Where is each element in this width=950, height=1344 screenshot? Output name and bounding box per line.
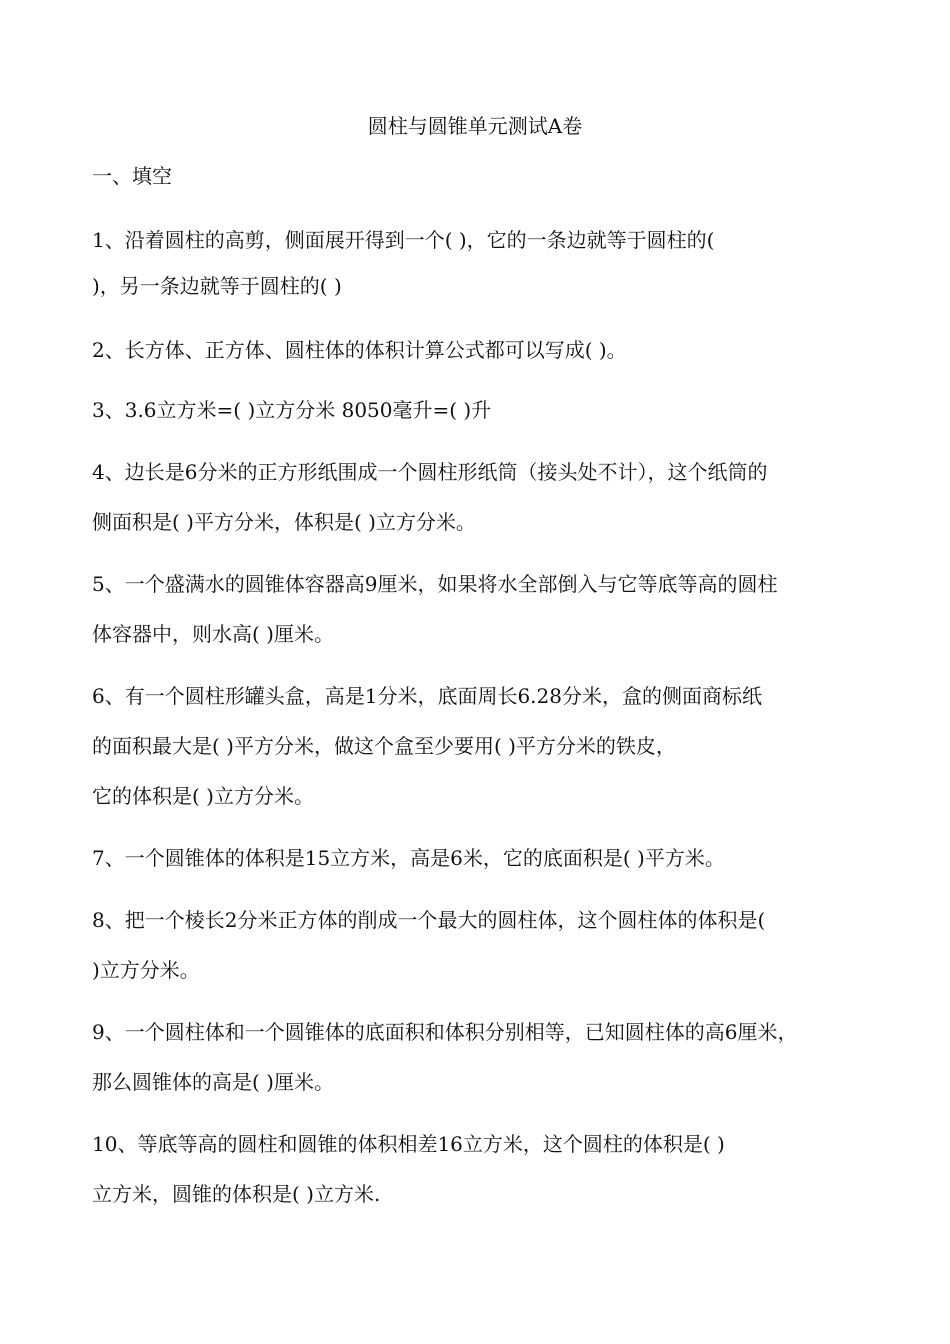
- question-2-line-1: 2、长方体、正方体、圆柱体的体积计算公式都可以写成( )。: [92, 338, 627, 362]
- page-title: 圆柱与圆锥单元测试A卷: [367, 114, 583, 138]
- question-8-line-2: )立方分米。: [92, 958, 200, 982]
- question-7-line-1: 7、一个圆锥体的体积是15立方米，高是6米，它的底面积是( )平方米。: [92, 846, 725, 870]
- question-1-line-1: 1、沿着圆柱的高剪，侧面展开得到一个( )，它的一条边就等于圆柱的(: [92, 228, 715, 252]
- section-heading: 一、填空: [92, 164, 172, 188]
- question-9-line-1: 9、一个圆柱体和一个圆锥体的底面积和体积分别相等，已知圆柱体的高6厘米，: [92, 1020, 798, 1044]
- question-6-line-2: 的面积最大是( )平方分米，做这个盒至少要用( )平方分米的铁皮，: [92, 734, 676, 758]
- question-4-line-2: 侧面积是( )平方分米，体积是( )立方分米。: [92, 510, 476, 534]
- question-6-line-3: 它的体积是( )立方分米。: [92, 784, 314, 808]
- question-6-line-1: 6、有一个圆柱形罐头盒，高是1分米，底面周长6.28分米，盒的侧面商标纸: [92, 684, 762, 708]
- question-3-line-1: 3、3.6立方米=( )立方分米 8050毫升=( )升: [92, 398, 492, 422]
- question-5-line-2: 体容器中，则水高( )厘米。: [92, 622, 334, 646]
- question-10-line-2: 立方米，圆锥的体积是( )立方米.: [92, 1182, 381, 1206]
- question-10-line-1: 10、等底等高的圆柱和圆锥的体积相差16立方米，这个圆柱的体积是( ): [92, 1132, 725, 1156]
- question-9-line-2: 那么圆锥体的高是( )厘米。: [92, 1070, 334, 1094]
- question-8-line-1: 8、把一个棱长2分米正方体的削成一个最大的圆柱体，这个圆柱体的体积是(: [92, 908, 766, 932]
- question-1-line-2: )，另一条边就等于圆柱的( ): [92, 274, 342, 298]
- question-5-line-1: 5、一个盛满水的圆锥体容器高9厘米，如果将水全部倒入与它等底等高的圆柱: [92, 572, 778, 596]
- question-4-line-1: 4、边长是6分米的正方形纸围成一个圆柱形纸筒（接头处不计），这个纸筒的: [92, 460, 768, 484]
